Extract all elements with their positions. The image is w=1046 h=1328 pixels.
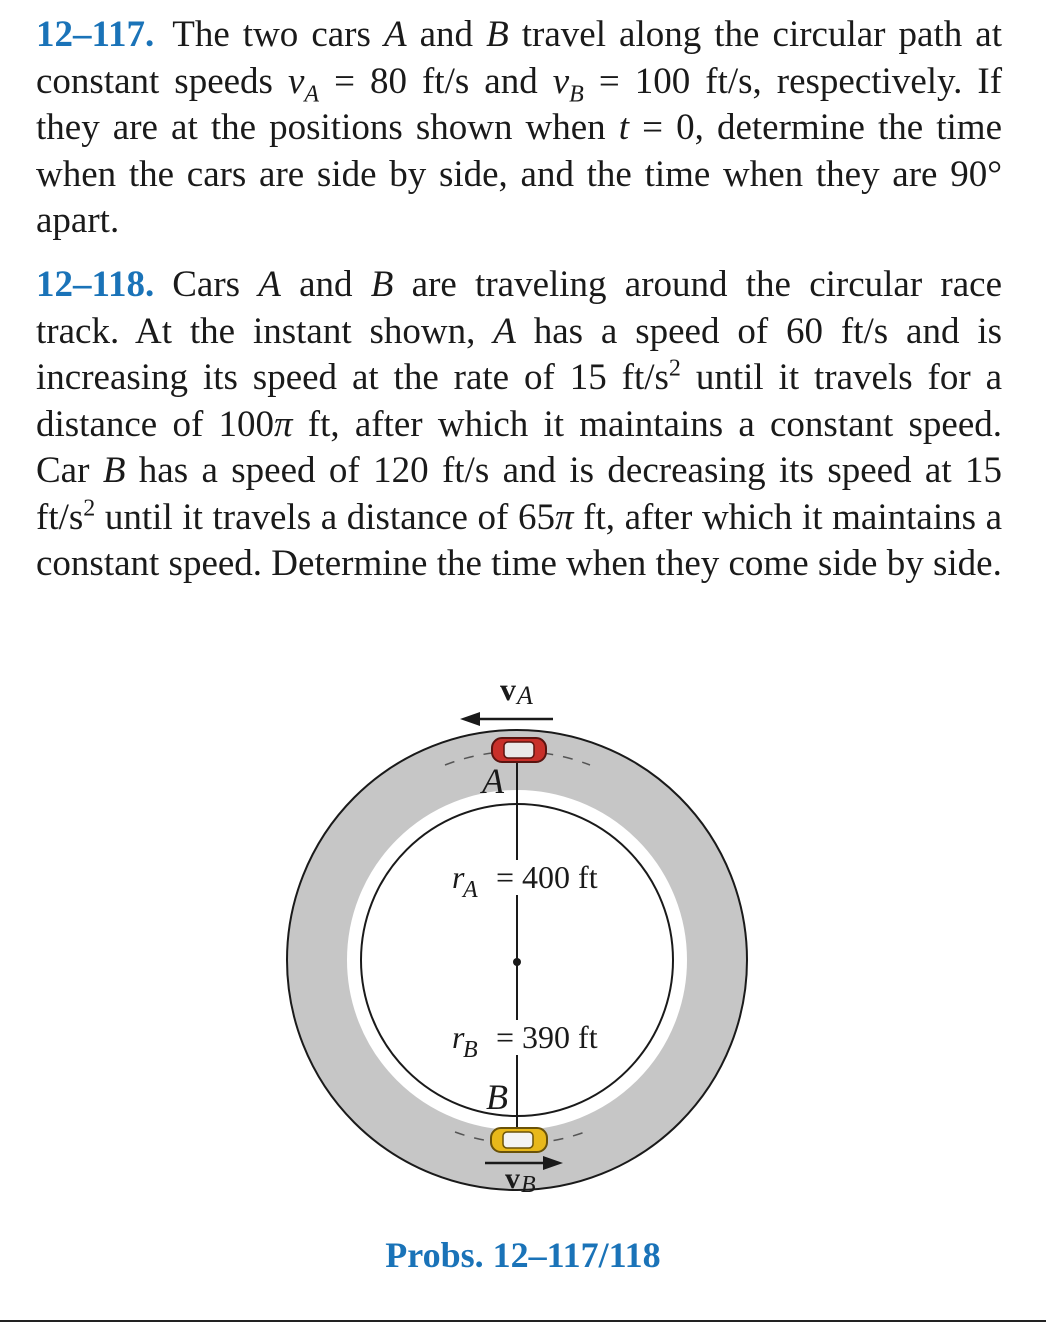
rA-subscript: A bbox=[463, 877, 478, 903]
car-B-label: B bbox=[486, 1077, 508, 1117]
car-A bbox=[492, 738, 546, 762]
velocity-arrow-A bbox=[460, 712, 553, 726]
rB-value: = 390 ft bbox=[496, 1019, 598, 1055]
track-center-point bbox=[513, 958, 521, 966]
car-A-label: A bbox=[482, 761, 504, 801]
car-B bbox=[491, 1128, 547, 1152]
rA-value: = 400 ft bbox=[496, 859, 598, 895]
rA-symbol: r bbox=[452, 859, 465, 895]
problem-12-118: 12–118. Cars A and B are traveling around the circular race track. At the instant shown, A has a speed of 60 ft/s and is increasing its speed at the rate of 15 $ft/s^2$ until it travels for a distance of 100π ft, after which it maintains a constant speed. Car B has a speed of 120 ft/s and is decreasing its speed at 15 $ft/s^2$ until it travels a distance of 65π ft, after which it maintains a constant speed. Determine the time when they come side by side. bbox=[36, 264, 1003, 584]
vA-subscript: A bbox=[517, 681, 533, 710]
vB-subscript: B bbox=[521, 1172, 536, 1198]
rB-subscript: B bbox=[463, 1037, 478, 1063]
race-track-figure bbox=[0, 660, 1046, 1220]
problem-number: 12–118. bbox=[36, 264, 155, 305]
figure-caption: Probs. 12–117/118 bbox=[385, 1235, 661, 1275]
vA-label: v bbox=[500, 671, 516, 707]
bottom-rule bbox=[0, 1320, 1046, 1322]
problem-number: 12–117. bbox=[36, 14, 155, 55]
problem-12-117: 12–117. The two cars A and B travel along the circular path at constant speeds $v_A = 80$ ft/s and $v_B = 100$ ft/s, respectively. If they are at the positions shown when t = 0, determine the time when the cars are side by side, and the time when they are 90° apart. bbox=[36, 14, 1003, 241]
vB-label: v bbox=[505, 1162, 520, 1195]
rB-symbol: r bbox=[452, 1019, 465, 1055]
